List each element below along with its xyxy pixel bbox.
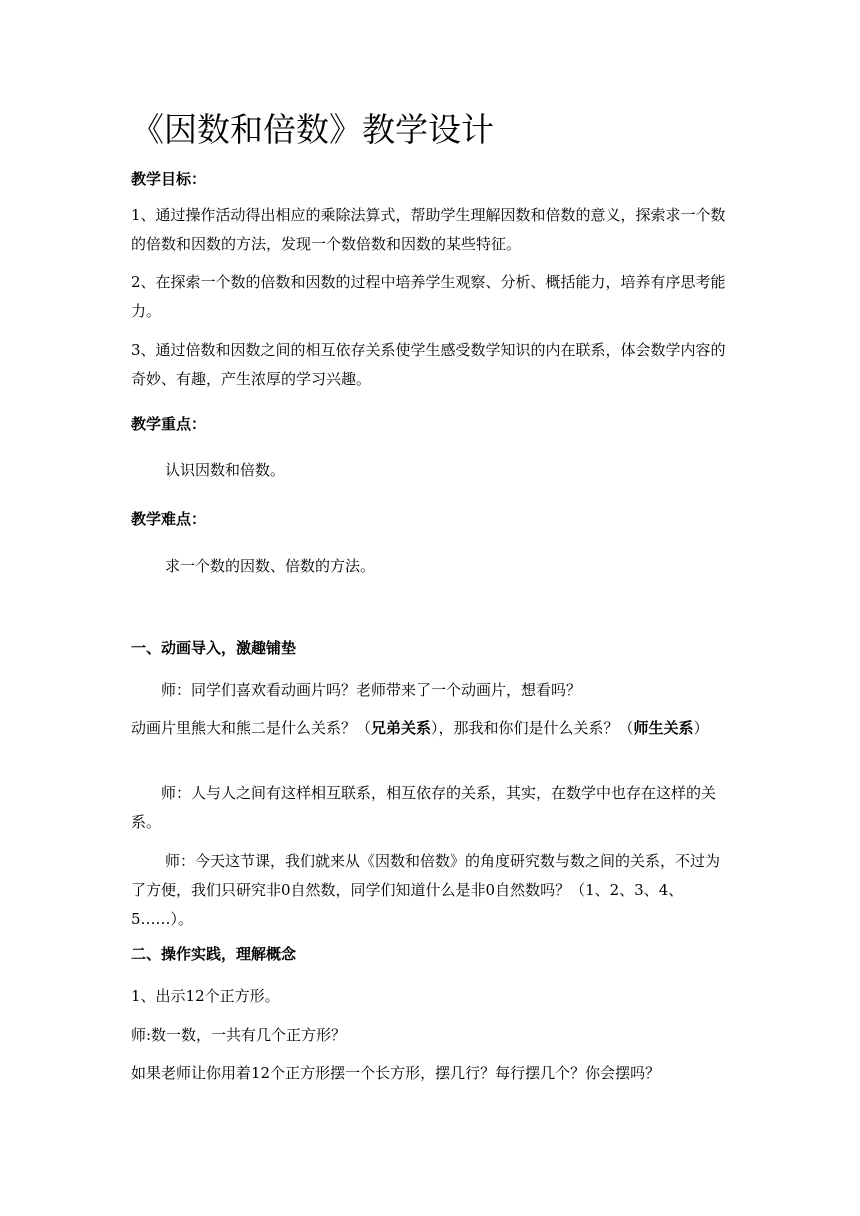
section2-paragraph-3: 如果老师让你用着12个正方形摆一个长方形，摆几行？每行摆几个？你会摆吗？ <box>131 1064 661 1082</box>
objectives-heading: 教学目标： <box>131 170 207 188</box>
brothers-relation-answer: 兄弟关系 <box>371 719 432 737</box>
difficulty-text: 求一个数的因数、倍数的方法。 <box>165 557 376 575</box>
objective-item-3: 3、通过倍数和因数之间的相互依存关系使学生感受数学知识的内在联系，体会数学内容的奇妙、有趣，产生浓厚的学习兴趣。 <box>131 341 726 388</box>
document-title: 《因数和倍数》教学设计 <box>131 110 494 149</box>
paragraph-text: ），那我和你们是什么关系？（ <box>431 719 634 737</box>
objective-item-2: 2、在探索一个数的倍数和因数的过程中培养学生观察、分析、概括能力，培养有序思考能力。 <box>131 273 726 320</box>
section1-paragraph-3: 师：人与人之间有这样相互联系，相互依存的关系，其实，在数学中也存在这样的关系。 <box>131 784 717 831</box>
key-point-text: 认识因数和倍数。 <box>165 461 286 479</box>
paragraph-text: 动画片里熊大和熊二是什么关系？（ <box>131 719 372 737</box>
difficulty-heading: 教学难点： <box>131 510 207 528</box>
section1-paragraph-4: 师：今天这节课，我们就来从《因数和倍数》的角度研究数与数之间的关系，不过为了方便，我们只研究非0自然数，同学们知道什么是非0自然数吗？（1、2、3、4、5……）。 <box>131 852 721 928</box>
teacher-student-relation-answer: 师生关系 <box>633 719 694 737</box>
section1-paragraph-1: 师：同学们喜欢看动画片吗？老师带来了一个动画片，想看吗？ <box>161 681 582 699</box>
section2-paragraph-1: 1、出示12个正方形。 <box>131 987 280 1005</box>
section2-heading: 二、操作实践，理解概念 <box>131 945 297 963</box>
objective-item-1: 1、通过操作活动得出相应的乘除法算式，帮助学生理解因数和倍数的意义，探索求一个数的倍数和因数的方法，发现一个数倍数和因数的某些特征。 <box>131 206 726 253</box>
key-point-heading: 教学重点： <box>131 415 207 433</box>
paragraph-text: ） <box>693 719 709 737</box>
section1-paragraph-2 <box>131 714 729 743</box>
section2-paragraph-2: 师:数一数，一共有几个正方形？ <box>131 1026 347 1044</box>
section1-heading: 一、动画导入，激趣铺垫 <box>131 639 297 657</box>
